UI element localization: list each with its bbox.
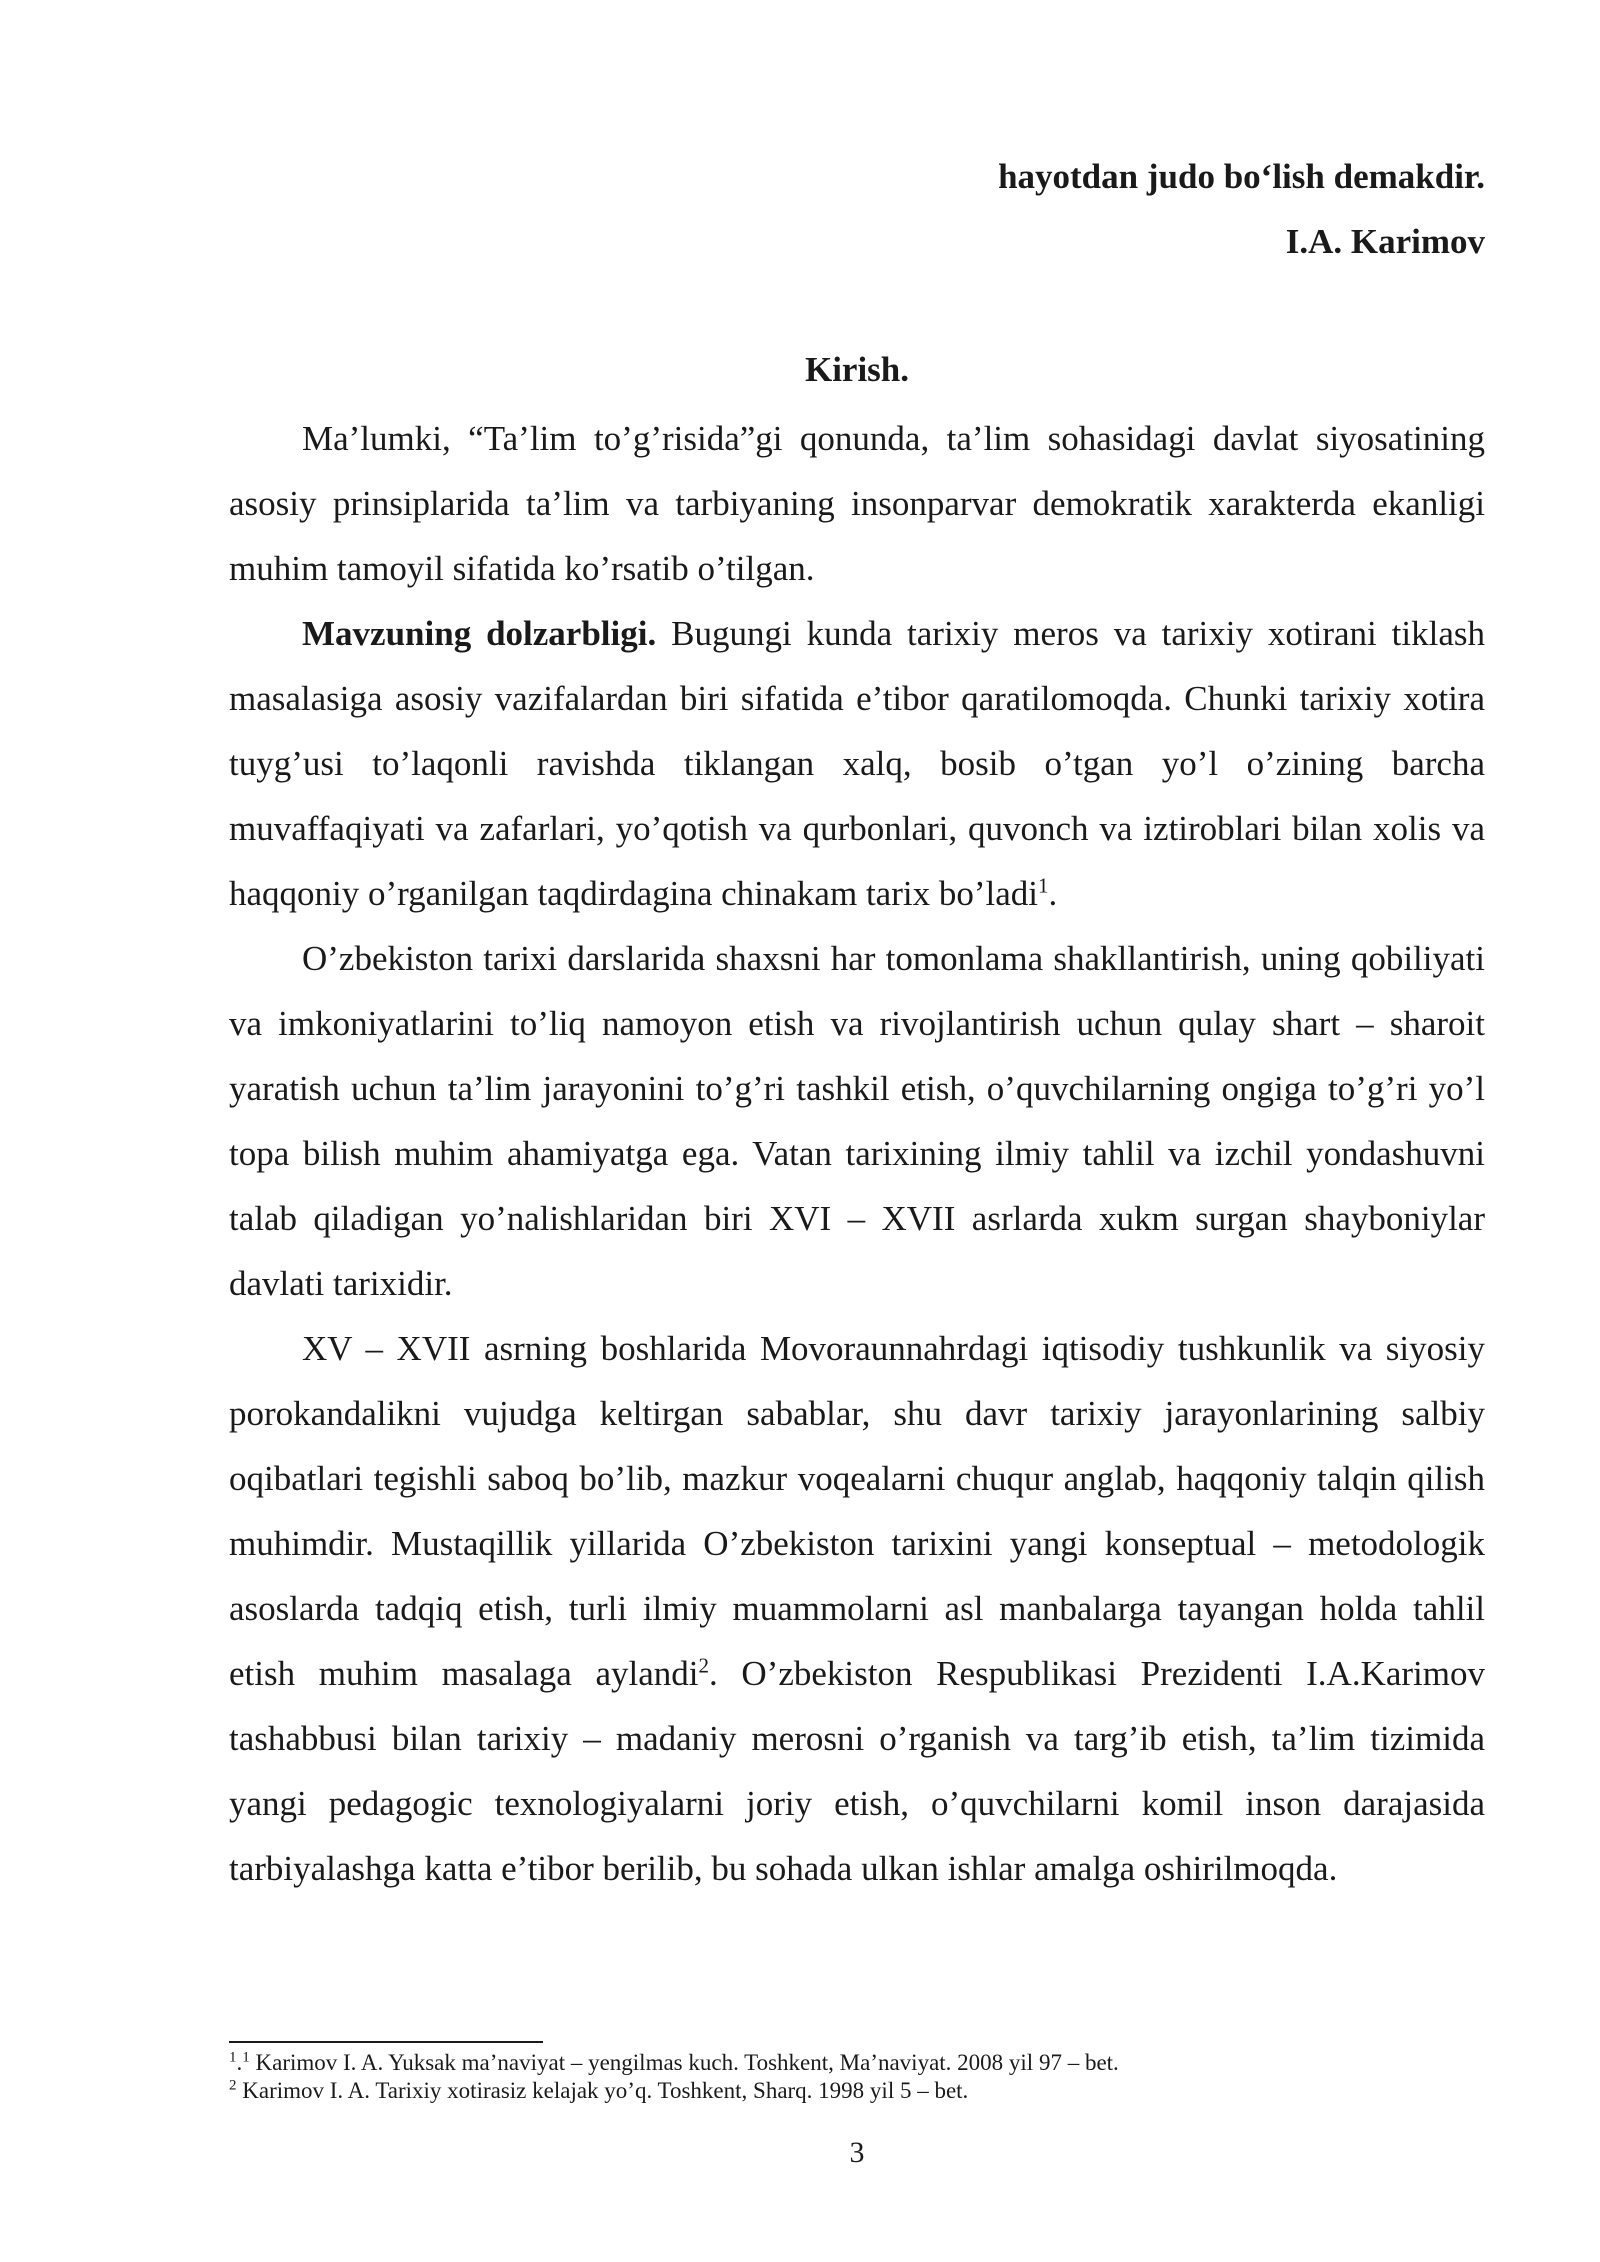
footnotes [229,2049,1485,2105]
epigraph-line: hayotdan judo bo‘lish demakdir. [998,157,1485,196]
footnote-2 [229,2077,1485,2105]
paragraph-2-lead: Mavzuning dolzarbligi. [302,614,657,653]
footnote-ref-2[interactable]: 2 [698,1653,709,1678]
footnote-1-mark-2: 1 [242,2049,250,2066]
epigraph-author: I.A. Karimov [1285,222,1485,261]
paragraph-2 [229,601,1485,926]
footnote-ref-1[interactable]: 1 [1037,873,1049,898]
footnote-2-mark: 2 [229,2077,237,2094]
footnote-separator [229,2041,543,2043]
paragraph-4 [229,1316,1485,1901]
page-number: 3 [849,2136,865,2169]
paragraph-2-end: . [1048,874,1058,913]
paragraph-4-text-a: XV – XVII asrning boshlarida Movoraunnahrdagi iqtisodiy tushkunlik va siyosiy porokandalikni vujudga keltirgan sabablar, shu davr tarixiy jarayonlarining salbiy oqibatlari tegishli saboq bo’lib, mazkur voqealarni chuqur anglab, haqqoniy talqin qilish muhimdir. Mustaqillik yillarida O’zbekiston tarixini yangi konseptual – metodologik asoslarda tadqiq etish, turli ilmiy muammolarni asl manbalarga tayangan holda tahlil etish muhim masalaga aylandi [229,1329,1485,1693]
section-heading: Kirish. [804,350,910,389]
body-text [229,406,1485,1901]
paragraph-4-text-b: . O’zbekiston Respublikasi Prezidenti I.A.Karimov tashabbusi bilan tarixiy – madaniy merosni o’rganish va targ’ib etish, ta’lim tizimida yangi pedagogic texnologiyalarni joriy etish, o’quvchilarni komil inson darajasida tarbiyalashga katta e’tibor berilib, bu sohada ulkan ishlar amalga oshirilmoqda. [229,1654,1485,1888]
footnote-1-dot: . [236,2050,243,2075]
footnote-2-text: Karimov I. A. Tarixiy xotirasiz kelajak yo’q. Toshkent, Sharq. 1998 yil 5 – bet. [236,2078,969,2103]
footnote-1-mark: 1 [229,2049,237,2066]
paragraph-3: O’zbekiston tarixi darslarida shaxsni har tomonlama shakllantirish, uning qobiliyati va imkoniyatlarini to’liq namoyon etish va rivojlantirish uchun qulay shart – sharoit yaratish uchun ta’lim jarayonini to’g’ri tashkil etish, o’quvchilarning ongiga to’g’ri yo’l topa bilish muhim ahamiyatga ega. Vatan tarixining ilmiy tahlil va izchil yondashuvni talab qiladigan yo’nalishlaridan biri XVI – XVII asrlarda xukm surgan shayboniylar davlati tarixidir. [229,939,1485,1303]
paragraph-2-text: Bugungi kunda tarixiy meros va tarixiy xotirani tiklash masalasiga asosiy vazifalardan biri sifatida e’tibor qaratilomoqda. Chunki tarixiy xotira tuyg’usi to’laqonli ravishda tiklangan xalq, bosib o’tgan yo’l o’zining barcha muvaffaqiyati va zafarlari, yo’qotish va qurbonlari, quvonch va iztiroblari bilan xolis va haqqoniy o’rganilgan taqdirdagina chinakam tarix bo’ladi [229,614,1485,913]
paragraph-1: Ma’lumki, “Ta’lim to’g’risida”gi qonunda, ta’lim sohasidagi davlat siyosatining asosiy prinsiplarida ta’lim va tarbiyaning insonparvar demokratik xarakterda ekanligi muhim tamoyil sifatida ko’rsatib o’tilgan. [229,419,1485,588]
footnote-1-text: Karimov I. A. Yuksak ma’naviyat – yengilmas kuch. Toshkent, Ma’naviyat. 2008 yil 97 – bet. [249,2050,1119,2075]
footnote-1 [229,2049,1485,2077]
